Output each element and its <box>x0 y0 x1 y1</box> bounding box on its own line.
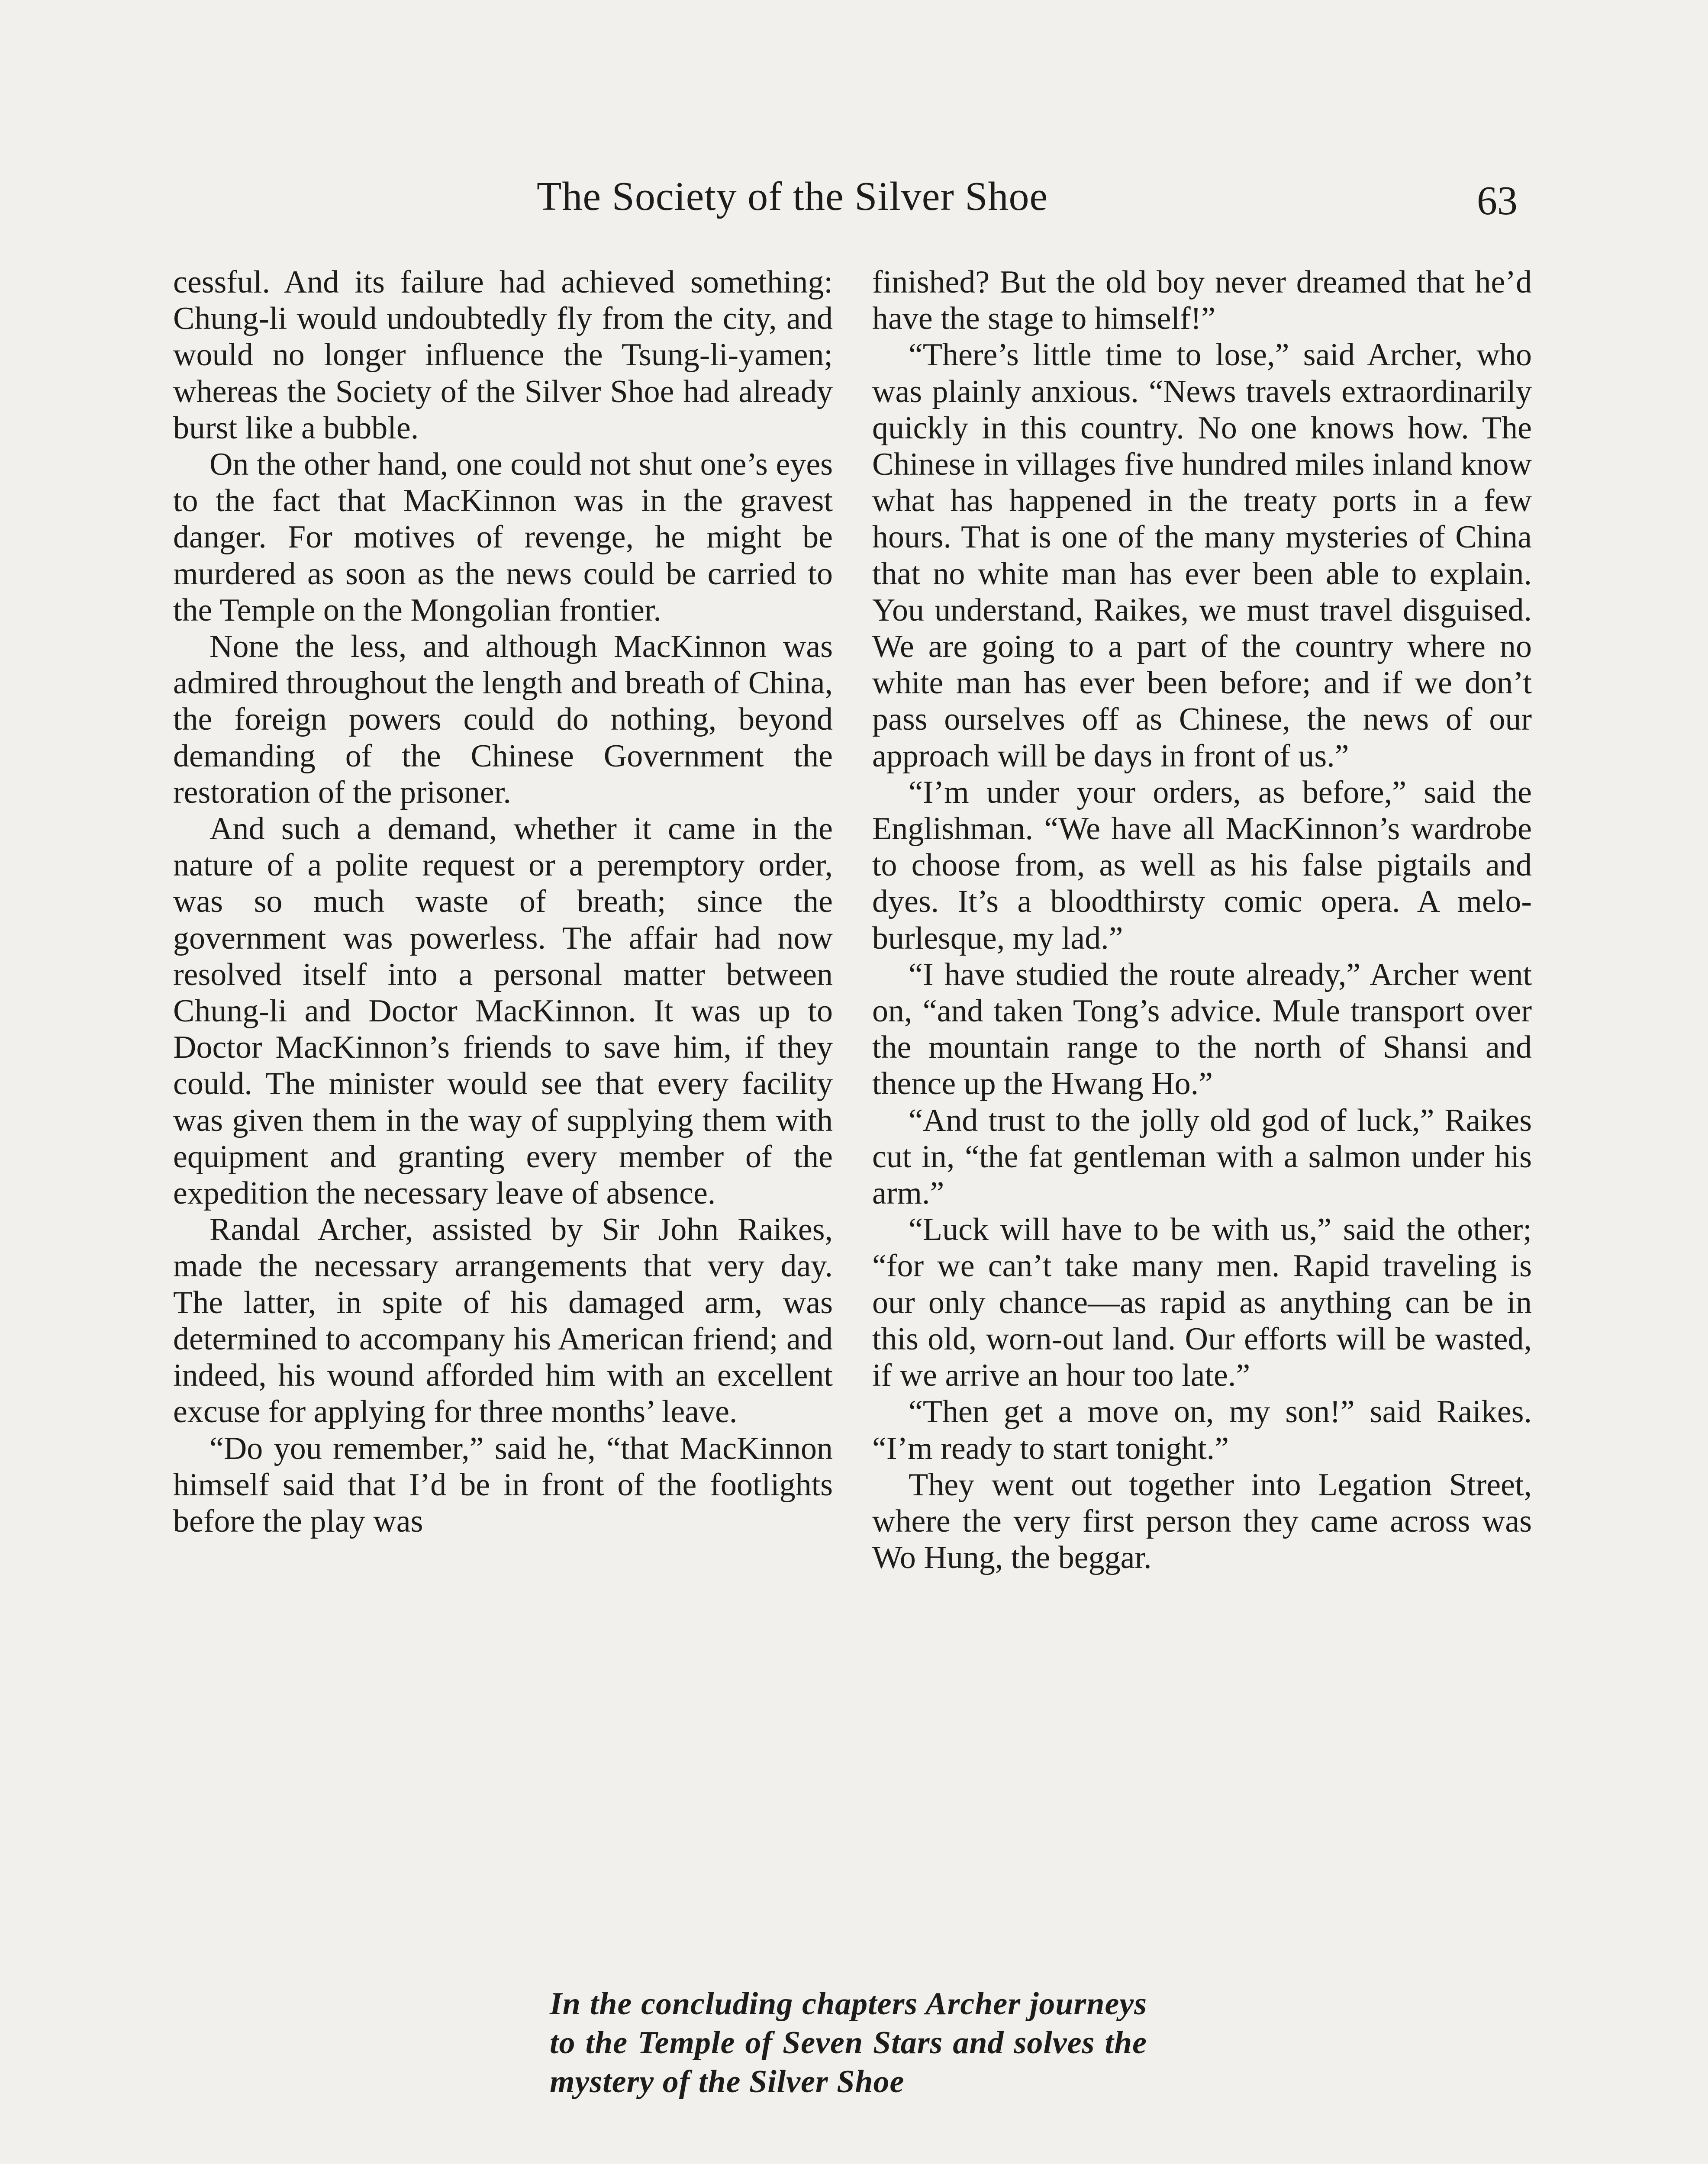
paragraph: cessful. And its failure had achieved something: Chung-li would undoubtedly fly from the city, and would no longer influence the Tsung-li-yamen; whereas the Society of the Silver Shoe had already burst like a bubble. <box>173 264 833 446</box>
paragraph: And such a demand, whether it came in the nature of a polite request or a peremptory order, was so much waste of breath; since the government was powerless. The affair had now resolved itself into a personal matter between Chung-li and Doctor MacKinnon. It was up to Doctor MacKinnon’s friends to save him, if they could. The minister would see that every facility was given them in the way of supplying them with equipment and granting every member of the expedition the necessary leave of absence. <box>173 811 833 1211</box>
paragraph: “There’s little time to lose,” said Archer, who was plainly anxious. “News travels extraordinarily quickly in this country. No one knows how. The Chinese in villages five hundred miles inland know what has happened in the treaty ports in a few hours. That is one of the many mysteries of China that no white man has ever been able to explain. You understand, Raikes, we must travel disguised. We are going to a part of the country where no white man has ever been before; and if we don’t pass ourselves off as Chinese, the news of our approach will be days in front of us.” <box>872 337 1532 774</box>
paragraph: “Do you remember,” said he, “that MacKinnon himself said that I’d be in front of the footlights before the play was <box>173 1430 833 1539</box>
left-column <box>173 264 833 1539</box>
next-issue-teaser: In the concluding chapters Archer journeys to the Temple of Seven Stars and solves the mystery of the Silver Shoe <box>550 1986 1147 2100</box>
running-header <box>0 173 1708 229</box>
paragraph: “Then get a move on, my son!” said Raikes. “I’m ready to start tonight.” <box>872 1394 1532 1466</box>
running-title: The Society of the Silver Shoe <box>537 174 1048 219</box>
paragraph: Randal Archer, assisted by Sir John Raikes, made the necessary arrangements that very day. The latter, in spite of his damaged arm, was determined to accompany his American friend; and indeed, his wound afforded him with an excellent excuse for applying for three months’ leave. <box>173 1212 833 1430</box>
paragraph: “I have studied the route already,” Archer went on, “and taken Tong’s advice. Mule transport over the mountain range to the north of Shansi and thence up the Hwang Ho.” <box>872 956 1532 1102</box>
paragraph: “Luck will have to be with us,” said the other; “for we can’t take many men. Rapid traveling is our only chance—as rapid as anything can be in this old, worn-out land. Our efforts will be wasted, if we arrive an hour too late.” <box>872 1212 1532 1394</box>
paragraph: “And trust to the jolly old god of luck,” Raikes cut in, “the fat gentleman with a salmon under his arm.” <box>872 1102 1532 1211</box>
paragraph: “I’m under your orders, as before,” said the Englishman. “We have all MacKinnon’s wardrobe to choose from, as well as his false pigtails and dyes. It’s a bloodthirsty comic opera. A melo-burlesque, my lad.” <box>872 774 1532 956</box>
page-number: 63 <box>1477 178 1518 223</box>
paragraph: None the less, and although MacKinnon was admired throughout the length and breath of China, the foreign powers could do nothing, beyond demanding of the Chinese Government the restoration of the prisoner. <box>173 629 833 810</box>
right-column <box>872 264 1532 1576</box>
paragraph: finished? But the old boy never dreamed that he’d have the stage to himself!” <box>872 264 1532 337</box>
paragraph: They went out together into Legation Street, where the very first person they came across was Wo Hung, the beggar. <box>872 1467 1532 1576</box>
paragraph: On the other hand, one could not shut one’s eyes to the fact that MacKinnon was in the gravest danger. For motives of revenge, he might be murdered as soon as the news could be carried to the Temple on the Mongolian frontier. <box>173 447 833 628</box>
